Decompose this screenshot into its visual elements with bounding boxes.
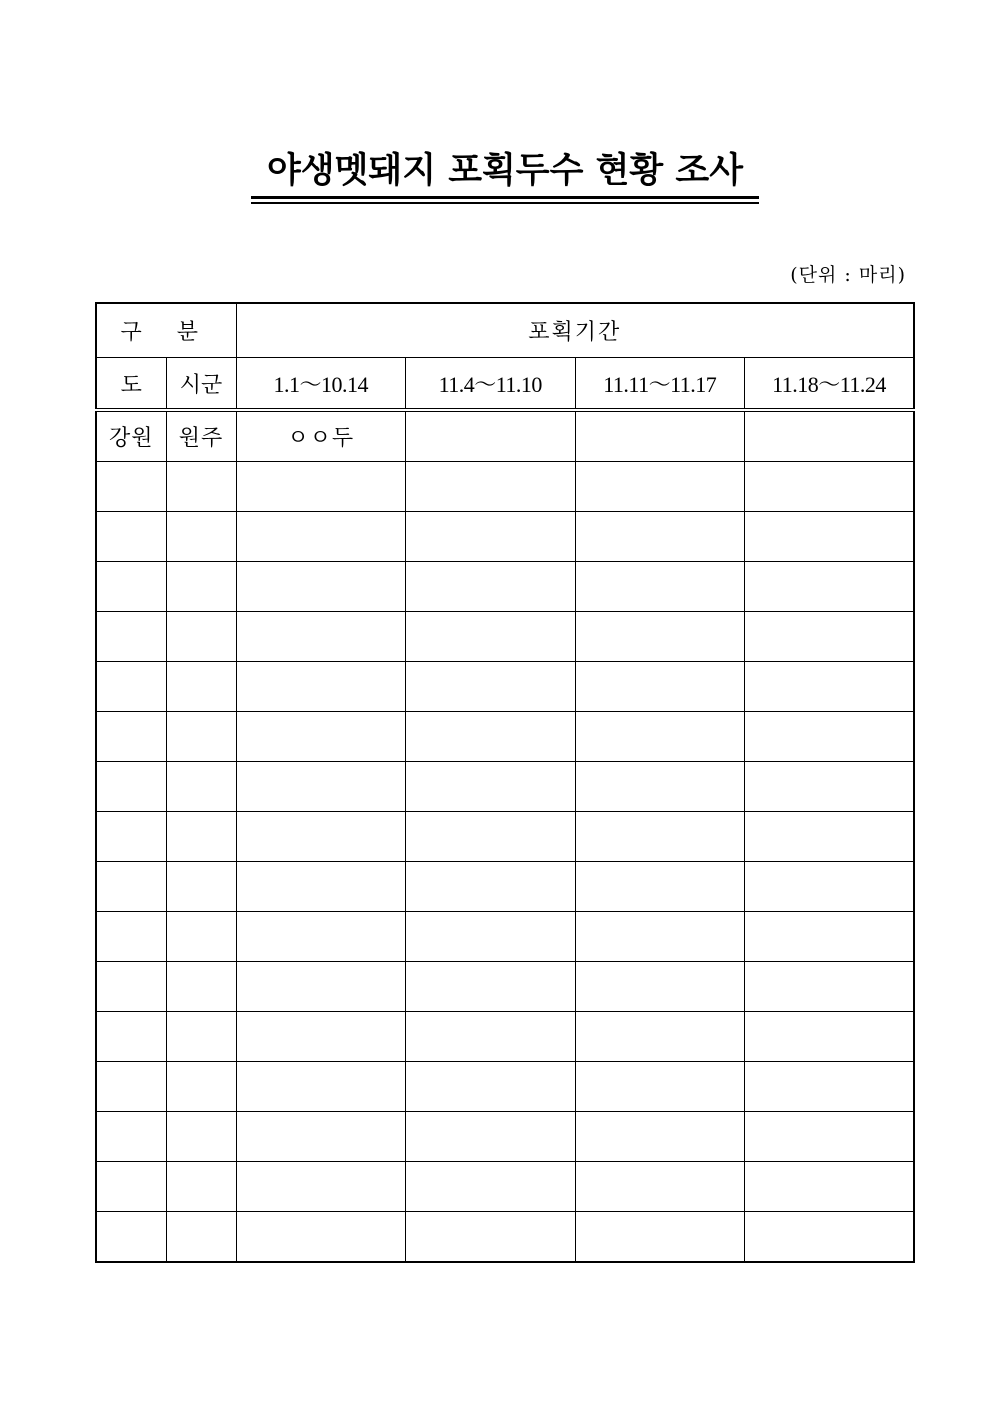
cell-period-1[interactable] (236, 762, 406, 812)
cell-period-1[interactable] (236, 512, 406, 562)
table-row (96, 912, 914, 962)
cell-period-4[interactable] (745, 862, 915, 912)
cell-period-1[interactable] (236, 1212, 406, 1263)
cell-do[interactable] (96, 562, 166, 612)
cell-period-3[interactable] (575, 662, 745, 712)
cell-period-3[interactable] (575, 912, 745, 962)
cell-period-2[interactable] (406, 912, 576, 962)
cell-sigun[interactable] (166, 912, 236, 962)
cell-period-4[interactable] (745, 562, 915, 612)
cell-period-3[interactable] (575, 862, 745, 912)
col-header-do: 도 (96, 358, 166, 411)
cell-period-2[interactable] (406, 862, 576, 912)
cell-sigun[interactable] (166, 762, 236, 812)
cell-do[interactable] (96, 812, 166, 862)
cell-sigun[interactable] (166, 1012, 236, 1062)
col-header-sigun: 시군 (166, 358, 236, 411)
cell-period-4[interactable] (745, 512, 915, 562)
table-row (96, 410, 914, 462)
cell-period-4[interactable] (745, 962, 915, 1012)
cell-period-1[interactable] (236, 1062, 406, 1112)
cell-sigun[interactable] (166, 1112, 236, 1162)
cell-period-2[interactable] (406, 662, 576, 712)
unit-note: (단위 : 마리) (790, 264, 906, 286)
cell-do[interactable] (96, 1112, 166, 1162)
cell-period-1[interactable] (236, 712, 406, 762)
cell-do[interactable] (96, 662, 166, 712)
table-row (96, 1062, 914, 1112)
cell-do[interactable] (96, 1012, 166, 1062)
cell-period-4[interactable] (745, 410, 915, 462)
cell-sigun[interactable] (166, 862, 236, 912)
col-header-period-1: 1.1～10.14 (236, 358, 406, 411)
cell-do[interactable] (96, 1212, 166, 1263)
cell-do[interactable] (96, 1062, 166, 1112)
cell-period-4[interactable] (745, 662, 915, 712)
cell-do[interactable] (96, 1162, 166, 1212)
cell-sigun[interactable] (166, 462, 236, 512)
table-row (96, 962, 914, 1012)
cell-period-4[interactable] (745, 1062, 915, 1112)
cell-period-3[interactable] (575, 812, 745, 862)
table-row (96, 862, 914, 912)
cell-period-2[interactable] (406, 762, 576, 812)
cell-period-3[interactable] (575, 762, 745, 812)
table-row (96, 512, 914, 562)
cell-period-3[interactable] (575, 1012, 745, 1062)
table-row (96, 462, 914, 512)
cell-period-4[interactable] (745, 1162, 915, 1212)
cell-period-2[interactable] (406, 512, 576, 562)
cell-period-1[interactable] (236, 962, 406, 1012)
cell-period-3[interactable] (575, 1112, 745, 1162)
cell-sigun[interactable] (166, 712, 236, 762)
cell-sigun[interactable] (166, 1062, 236, 1112)
cell-period-1[interactable] (236, 1162, 406, 1212)
title-container (0, 150, 992, 199)
cell-do[interactable] (96, 862, 166, 912)
cell-period-3[interactable] (575, 962, 745, 1012)
cell-sigun[interactable]: 원주 (166, 410, 236, 462)
cell-period-4[interactable] (745, 812, 915, 862)
table-row (96, 1162, 914, 1212)
table-row (96, 612, 914, 662)
cell-period-2[interactable] (406, 562, 576, 612)
table-row (96, 662, 914, 712)
cell-period-3[interactable] (575, 612, 745, 662)
cell-period-2[interactable] (406, 1162, 576, 1212)
cell-do[interactable] (96, 712, 166, 762)
cell-period-1[interactable] (236, 912, 406, 962)
cell-period-3[interactable] (575, 410, 745, 462)
table-row (96, 562, 914, 612)
cell-period-1[interactable] (236, 562, 406, 612)
cell-do[interactable] (96, 512, 166, 562)
cell-sigun[interactable] (166, 812, 236, 862)
col-header-period-4: 11.18～11.24 (745, 358, 915, 411)
cell-period-4[interactable] (745, 1112, 915, 1162)
cell-period-4[interactable] (745, 912, 915, 962)
cell-sigun[interactable] (166, 1162, 236, 1212)
cell-period-2[interactable] (406, 962, 576, 1012)
cell-period-3[interactable] (575, 462, 745, 512)
table-row (96, 712, 914, 762)
cell-period-4[interactable] (745, 462, 915, 512)
cell-sigun[interactable] (166, 962, 236, 1012)
cell-period-1[interactable] (236, 862, 406, 912)
cell-period-1[interactable] (236, 1012, 406, 1062)
cell-period-2[interactable] (406, 812, 576, 862)
cell-sigun[interactable] (166, 1212, 236, 1263)
header-row-2 (96, 358, 914, 411)
cell-sigun[interactable] (166, 612, 236, 662)
capture-count-table (95, 302, 915, 1263)
cell-period-2[interactable] (406, 1112, 576, 1162)
cell-period-2[interactable] (406, 462, 576, 512)
col-header-period-2: 11.4～11.10 (406, 358, 576, 411)
cell-period-3[interactable] (575, 1162, 745, 1212)
cell-period-3[interactable] (575, 562, 745, 612)
cell-period-4[interactable] (745, 612, 915, 662)
cell-period-2[interactable] (406, 1212, 576, 1263)
cell-period-3[interactable] (575, 1212, 745, 1263)
col-header-period-3: 11.11～11.17 (575, 358, 745, 411)
table-row (96, 762, 914, 812)
table-row (96, 1112, 914, 1162)
cell-period-4[interactable] (745, 1012, 915, 1062)
cell-period-2[interactable] (406, 1012, 576, 1062)
cell-do[interactable] (96, 462, 166, 512)
cell-period-2[interactable] (406, 410, 576, 462)
cell-period-2[interactable] (406, 612, 576, 662)
cell-period-1[interactable] (236, 812, 406, 862)
cell-do[interactable] (96, 962, 166, 1012)
cell-sigun[interactable] (166, 662, 236, 712)
cell-sigun[interactable] (166, 512, 236, 562)
header-row-1 (96, 303, 914, 358)
cell-period-3[interactable] (575, 712, 745, 762)
period-header: 포획기간 (236, 303, 914, 358)
table-row (96, 1012, 914, 1062)
cell-period-1[interactable] (236, 1112, 406, 1162)
cell-do[interactable] (96, 762, 166, 812)
group-header: 구 분 (96, 303, 236, 358)
cell-period-4[interactable] (745, 1212, 915, 1263)
cell-period-3[interactable] (575, 512, 745, 562)
cell-period-4[interactable] (745, 712, 915, 762)
cell-period-2[interactable] (406, 712, 576, 762)
cell-period-4[interactable] (745, 762, 915, 812)
cell-period-1[interactable] (236, 662, 406, 712)
table-row (96, 1212, 914, 1263)
cell-do[interactable]: 강원 (96, 410, 166, 462)
table-row (96, 812, 914, 862)
cell-period-3[interactable] (575, 1062, 745, 1112)
cell-sigun[interactable] (166, 562, 236, 612)
cell-do[interactable] (96, 612, 166, 662)
cell-do[interactable] (96, 912, 166, 962)
cell-period-1[interactable] (236, 462, 406, 512)
page-title: 야생멧돼지 포획두수 현황 조사 (251, 150, 759, 199)
cell-period-1[interactable]: ㅇㅇ두 (236, 410, 406, 462)
cell-period-1[interactable] (236, 612, 406, 662)
cell-period-2[interactable] (406, 1062, 576, 1112)
